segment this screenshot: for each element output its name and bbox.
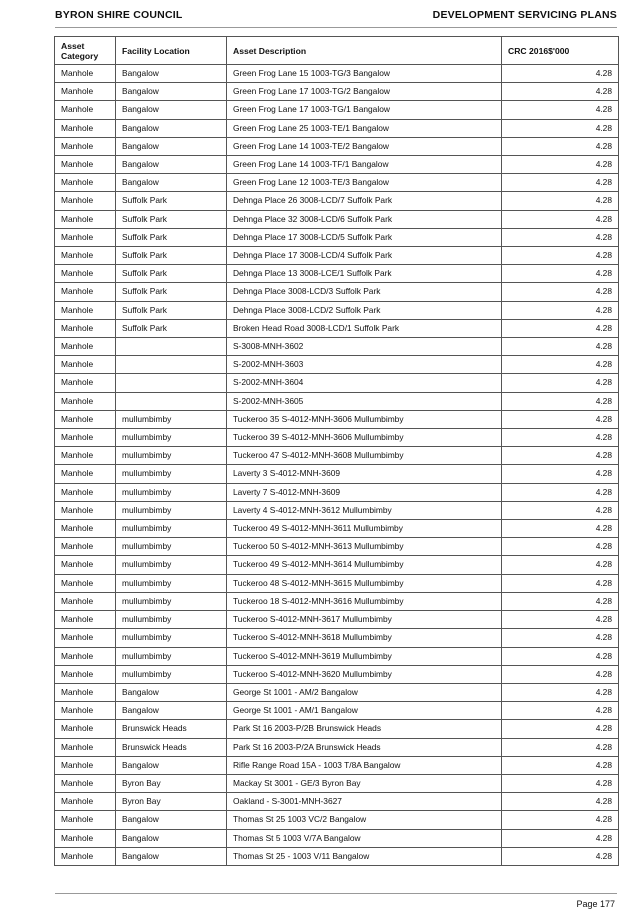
cell-crc-value: 4.28 (502, 174, 619, 192)
cell-facility-location: mullumbimby (116, 592, 227, 610)
cell-asset-category: Manhole (55, 483, 116, 501)
cell-facility-location: mullumbimby (116, 429, 227, 447)
cell-asset-category: Manhole (55, 192, 116, 210)
cell-facility-location: Brunswick Heads (116, 720, 227, 738)
cell-asset-description: Dehnga Place 17 3008-LCD/5 Suffolk Park (227, 228, 502, 246)
cell-crc-value: 4.28 (502, 319, 619, 337)
cell-facility-location: mullumbimby (116, 556, 227, 574)
cell-asset-description: Thomas St 5 1003 V/7A Bangalow (227, 829, 502, 847)
cell-asset-category: Manhole (55, 247, 116, 265)
cell-facility-location: Bangalow (116, 137, 227, 155)
council-name: BYRON SHIRE COUNCIL (55, 9, 183, 21)
cell-asset-description: Tuckeroo 35 S-4012-MNH-3606 Mullumbimby (227, 410, 502, 428)
cell-asset-category: Manhole (55, 829, 116, 847)
cell-asset-description: Thomas St 25 1003 VC/2 Bangalow (227, 811, 502, 829)
table-row (55, 611, 619, 629)
cell-facility-location (116, 374, 227, 392)
document-title: DEVELOPMENT SERVICING PLANS (432, 9, 617, 21)
cell-asset-description: Green Frog Lane 17 1003-TG/1 Bangalow (227, 101, 502, 119)
cell-asset-category: Manhole (55, 374, 116, 392)
cell-asset-description: Green Frog Lane 14 1003-TF/1 Bangalow (227, 156, 502, 174)
table-row (55, 520, 619, 538)
cell-facility-location (116, 338, 227, 356)
table-row (55, 774, 619, 792)
cell-crc-value: 4.28 (502, 756, 619, 774)
table-row (55, 429, 619, 447)
table-row (55, 702, 619, 720)
cell-asset-description: Dehnga Place 17 3008-LCD/4 Suffolk Park (227, 247, 502, 265)
cell-asset-category: Manhole (55, 319, 116, 337)
cell-facility-location: Bangalow (116, 174, 227, 192)
table-row (55, 483, 619, 501)
cell-asset-description: Tuckeroo 39 S-4012-MNH-3606 Mullumbimby (227, 429, 502, 447)
cell-crc-value: 4.28 (502, 156, 619, 174)
cell-facility-location: mullumbimby (116, 629, 227, 647)
cell-asset-category: Manhole (55, 301, 116, 319)
cell-asset-description: Tuckeroo S-4012-MNH-3619 Mullumbimby (227, 647, 502, 665)
table-row (55, 829, 619, 847)
cell-facility-location: Suffolk Park (116, 283, 227, 301)
cell-facility-location: mullumbimby (116, 538, 227, 556)
table-row (55, 756, 619, 774)
cell-asset-category: Manhole (55, 410, 116, 428)
cell-crc-value: 4.28 (502, 192, 619, 210)
cell-facility-location: Suffolk Park (116, 319, 227, 337)
page-header (55, 9, 617, 25)
cell-asset-description: Dehnga Place 26 3008-LCD/7 Suffolk Park (227, 192, 502, 210)
cell-facility-location: Suffolk Park (116, 301, 227, 319)
cell-facility-location: mullumbimby (116, 574, 227, 592)
cell-asset-category: Manhole (55, 156, 116, 174)
cell-asset-category: Manhole (55, 83, 116, 101)
cell-crc-value: 4.28 (502, 556, 619, 574)
cell-crc-value: 4.28 (502, 793, 619, 811)
cell-asset-description: Dehnga Place 13 3008-LCE/1 Suffolk Park (227, 265, 502, 283)
cell-crc-value: 4.28 (502, 210, 619, 228)
cell-crc-value: 4.28 (502, 647, 619, 665)
cell-asset-category: Manhole (55, 847, 116, 865)
cell-asset-category: Manhole (55, 447, 116, 465)
table-row (55, 319, 619, 337)
cell-asset-description: Tuckeroo 49 S-4012-MNH-3611 Mullumbimby (227, 520, 502, 538)
cell-facility-location: Bangalow (116, 65, 227, 83)
cell-crc-value: 4.28 (502, 265, 619, 283)
cell-asset-category: Manhole (55, 356, 116, 374)
table-row (55, 283, 619, 301)
cell-facility-location: Byron Bay (116, 793, 227, 811)
cell-asset-category: Manhole (55, 392, 116, 410)
cell-crc-value: 4.28 (502, 829, 619, 847)
cell-asset-description: Park St 16 2003-P/2B Brunswick Heads (227, 720, 502, 738)
table-row (55, 592, 619, 610)
cell-crc-value: 4.28 (502, 574, 619, 592)
cell-facility-location: mullumbimby (116, 665, 227, 683)
cell-facility-location: Bangalow (116, 101, 227, 119)
cell-facility-location: Brunswick Heads (116, 738, 227, 756)
cell-crc-value: 4.28 (502, 338, 619, 356)
cell-crc-value: 4.28 (502, 592, 619, 610)
cell-asset-description: Green Frog Lane 15 1003-TG/3 Bangalow (227, 65, 502, 83)
asset-table (54, 36, 619, 866)
table-row (55, 247, 619, 265)
cell-asset-description: Dehnga Place 3008-LCD/2 Suffolk Park (227, 301, 502, 319)
cell-facility-location: Suffolk Park (116, 210, 227, 228)
cell-asset-category: Manhole (55, 556, 116, 574)
cell-asset-description: Dehnga Place 3008-LCD/3 Suffolk Park (227, 283, 502, 301)
cell-asset-category: Manhole (55, 720, 116, 738)
cell-asset-category: Manhole (55, 174, 116, 192)
cell-crc-value: 4.28 (502, 465, 619, 483)
cell-crc-value: 4.28 (502, 228, 619, 246)
cell-asset-category: Manhole (55, 647, 116, 665)
cell-crc-value: 4.28 (502, 247, 619, 265)
cell-facility-location: mullumbimby (116, 465, 227, 483)
cell-asset-description: S-3008-MNH-3602 (227, 338, 502, 356)
cell-facility-location: Bangalow (116, 702, 227, 720)
col-header-facility-location: Facility Location (116, 37, 227, 65)
table-row (55, 556, 619, 574)
cell-facility-location: mullumbimby (116, 647, 227, 665)
cell-crc-value: 4.28 (502, 356, 619, 374)
cell-asset-category: Manhole (55, 538, 116, 556)
table-row (55, 793, 619, 811)
table-row (55, 301, 619, 319)
cell-asset-description: Green Frog Lane 17 1003-TG/2 Bangalow (227, 83, 502, 101)
cell-asset-description: George St 1001 - AM/2 Bangalow (227, 683, 502, 701)
cell-asset-category: Manhole (55, 228, 116, 246)
cell-crc-value: 4.28 (502, 738, 619, 756)
cell-asset-category: Manhole (55, 756, 116, 774)
cell-crc-value: 4.28 (502, 483, 619, 501)
header-divider (55, 27, 617, 28)
table-row (55, 847, 619, 865)
cell-crc-value: 4.28 (502, 774, 619, 792)
cell-asset-category: Manhole (55, 265, 116, 283)
table-row (55, 338, 619, 356)
cell-facility-location: Bangalow (116, 156, 227, 174)
cell-crc-value: 4.28 (502, 611, 619, 629)
col-header-crc: CRC 2016$'000 (502, 37, 619, 65)
cell-asset-description: Tuckeroo S-4012-MNH-3620 Mullumbimby (227, 665, 502, 683)
table-row (55, 101, 619, 119)
cell-facility-location: Byron Bay (116, 774, 227, 792)
cell-asset-description: Tuckeroo S-4012-MNH-3617 Mullumbimby (227, 611, 502, 629)
cell-asset-category: Manhole (55, 811, 116, 829)
cell-asset-description: Green Frog Lane 12 1003-TE/3 Bangalow (227, 174, 502, 192)
table-row (55, 811, 619, 829)
footer-divider (55, 893, 617, 894)
cell-asset-description: Broken Head Road 3008-LCD/1 Suffolk Park (227, 319, 502, 337)
cell-crc-value: 4.28 (502, 392, 619, 410)
cell-asset-description: Dehnga Place 32 3008-LCD/6 Suffolk Park (227, 210, 502, 228)
cell-asset-category: Manhole (55, 611, 116, 629)
cell-asset-category: Manhole (55, 101, 116, 119)
cell-facility-location: Bangalow (116, 119, 227, 137)
cell-facility-location: mullumbimby (116, 611, 227, 629)
cell-asset-category: Manhole (55, 683, 116, 701)
cell-facility-location: Bangalow (116, 683, 227, 701)
table-row (55, 265, 619, 283)
cell-asset-category: Manhole (55, 592, 116, 610)
cell-asset-category: Manhole (55, 702, 116, 720)
col-header-asset-category: Asset Category (55, 37, 116, 65)
cell-crc-value: 4.28 (502, 847, 619, 865)
table-row (55, 119, 619, 137)
table-row (55, 174, 619, 192)
cell-asset-description: S-2002-MNH-3604 (227, 374, 502, 392)
cell-asset-category: Manhole (55, 520, 116, 538)
table-row (55, 720, 619, 738)
cell-facility-location: Bangalow (116, 811, 227, 829)
table-row (55, 574, 619, 592)
cell-facility-location: mullumbimby (116, 501, 227, 519)
cell-crc-value: 4.28 (502, 665, 619, 683)
cell-asset-category: Manhole (55, 774, 116, 792)
cell-asset-description: Green Frog Lane 25 1003-TE/1 Bangalow (227, 119, 502, 137)
cell-facility-location: Bangalow (116, 83, 227, 101)
cell-asset-category: Manhole (55, 574, 116, 592)
cell-crc-value: 4.28 (502, 83, 619, 101)
cell-facility-location: Suffolk Park (116, 192, 227, 210)
cell-asset-description: Laverty 3 S-4012-MNH-3609 (227, 465, 502, 483)
cell-crc-value: 4.28 (502, 447, 619, 465)
cell-asset-category: Manhole (55, 501, 116, 519)
table-row (55, 447, 619, 465)
cell-asset-description: Green Frog Lane 14 1003-TE/2 Bangalow (227, 137, 502, 155)
cell-asset-category: Manhole (55, 137, 116, 155)
table-row (55, 501, 619, 519)
cell-asset-category: Manhole (55, 465, 116, 483)
cell-crc-value: 4.28 (502, 119, 619, 137)
cell-asset-description: George St 1001 - AM/1 Bangalow (227, 702, 502, 720)
cell-asset-category: Manhole (55, 665, 116, 683)
cell-crc-value: 4.28 (502, 720, 619, 738)
table-row (55, 683, 619, 701)
cell-asset-description: Tuckeroo 47 S-4012-MNH-3608 Mullumbimby (227, 447, 502, 465)
cell-asset-description: Mackay St 3001 - GE/3 Byron Bay (227, 774, 502, 792)
cell-facility-location (116, 392, 227, 410)
cell-crc-value: 4.28 (502, 410, 619, 428)
cell-asset-description: S-2002-MNH-3605 (227, 392, 502, 410)
cell-crc-value: 4.28 (502, 301, 619, 319)
cell-crc-value: 4.28 (502, 101, 619, 119)
table-row (55, 629, 619, 647)
cell-facility-location: mullumbimby (116, 520, 227, 538)
cell-asset-category: Manhole (55, 338, 116, 356)
cell-facility-location: Bangalow (116, 829, 227, 847)
cell-facility-location: Bangalow (116, 756, 227, 774)
cell-facility-location: mullumbimby (116, 447, 227, 465)
table-row (55, 410, 619, 428)
table-row (55, 210, 619, 228)
cell-asset-description: Thomas St 25 - 1003 V/11 Bangalow (227, 847, 502, 865)
cell-crc-value: 4.28 (502, 520, 619, 538)
cell-asset-description: Park St 16 2003-P/2A Brunswick Heads (227, 738, 502, 756)
cell-asset-category: Manhole (55, 629, 116, 647)
table-row (55, 538, 619, 556)
cell-crc-value: 4.28 (502, 374, 619, 392)
cell-crc-value: 4.28 (502, 683, 619, 701)
table-row (55, 137, 619, 155)
cell-asset-description: Tuckeroo 49 S-4012-MNH-3614 Mullumbimby (227, 556, 502, 574)
cell-asset-category: Manhole (55, 738, 116, 756)
table-row (55, 374, 619, 392)
cell-crc-value: 4.28 (502, 65, 619, 83)
cell-asset-description: Laverty 4 S-4012-MNH-3612 Mullumbimby (227, 501, 502, 519)
cell-asset-category: Manhole (55, 429, 116, 447)
cell-facility-location (116, 356, 227, 374)
table-row (55, 665, 619, 683)
cell-asset-description: Tuckeroo 50 S-4012-MNH-3613 Mullumbimby (227, 538, 502, 556)
table-row (55, 465, 619, 483)
cell-asset-description: S-2002-MNH-3603 (227, 356, 502, 374)
cell-crc-value: 4.28 (502, 283, 619, 301)
cell-crc-value: 4.28 (502, 429, 619, 447)
cell-crc-value: 4.28 (502, 629, 619, 647)
cell-asset-description: Tuckeroo S-4012-MNH-3618 Mullumbimby (227, 629, 502, 647)
cell-facility-location: Suffolk Park (116, 228, 227, 246)
table-row (55, 392, 619, 410)
col-header-asset-description: Asset Description (227, 37, 502, 65)
cell-asset-description: Rifle Range Road 15A - 1003 T/8A Bangalow (227, 756, 502, 774)
table-row (55, 738, 619, 756)
cell-asset-category: Manhole (55, 793, 116, 811)
table-row (55, 356, 619, 374)
cell-crc-value: 4.28 (502, 538, 619, 556)
table-row (55, 647, 619, 665)
cell-facility-location: mullumbimby (116, 410, 227, 428)
cell-facility-location: mullumbimby (116, 483, 227, 501)
cell-crc-value: 4.28 (502, 137, 619, 155)
table-row (55, 65, 619, 83)
table-header-row (55, 37, 619, 65)
cell-facility-location: Bangalow (116, 847, 227, 865)
cell-crc-value: 4.28 (502, 702, 619, 720)
cell-asset-category: Manhole (55, 210, 116, 228)
cell-asset-description: Oakland - S-3001-MNH-3627 (227, 793, 502, 811)
table-row (55, 156, 619, 174)
cell-crc-value: 4.28 (502, 811, 619, 829)
table-row (55, 192, 619, 210)
cell-asset-category: Manhole (55, 119, 116, 137)
cell-asset-category: Manhole (55, 283, 116, 301)
table-row (55, 228, 619, 246)
cell-asset-description: Laverty 7 S-4012-MNH-3609 (227, 483, 502, 501)
cell-asset-description: Tuckeroo 18 S-4012-MNH-3616 Mullumbimby (227, 592, 502, 610)
cell-crc-value: 4.28 (502, 501, 619, 519)
table-row (55, 83, 619, 101)
cell-facility-location: Suffolk Park (116, 265, 227, 283)
page-number: Page 177 (576, 899, 615, 909)
cell-facility-location: Suffolk Park (116, 247, 227, 265)
cell-asset-category: Manhole (55, 65, 116, 83)
cell-asset-description: Tuckeroo 48 S-4012-MNH-3615 Mullumbimby (227, 574, 502, 592)
